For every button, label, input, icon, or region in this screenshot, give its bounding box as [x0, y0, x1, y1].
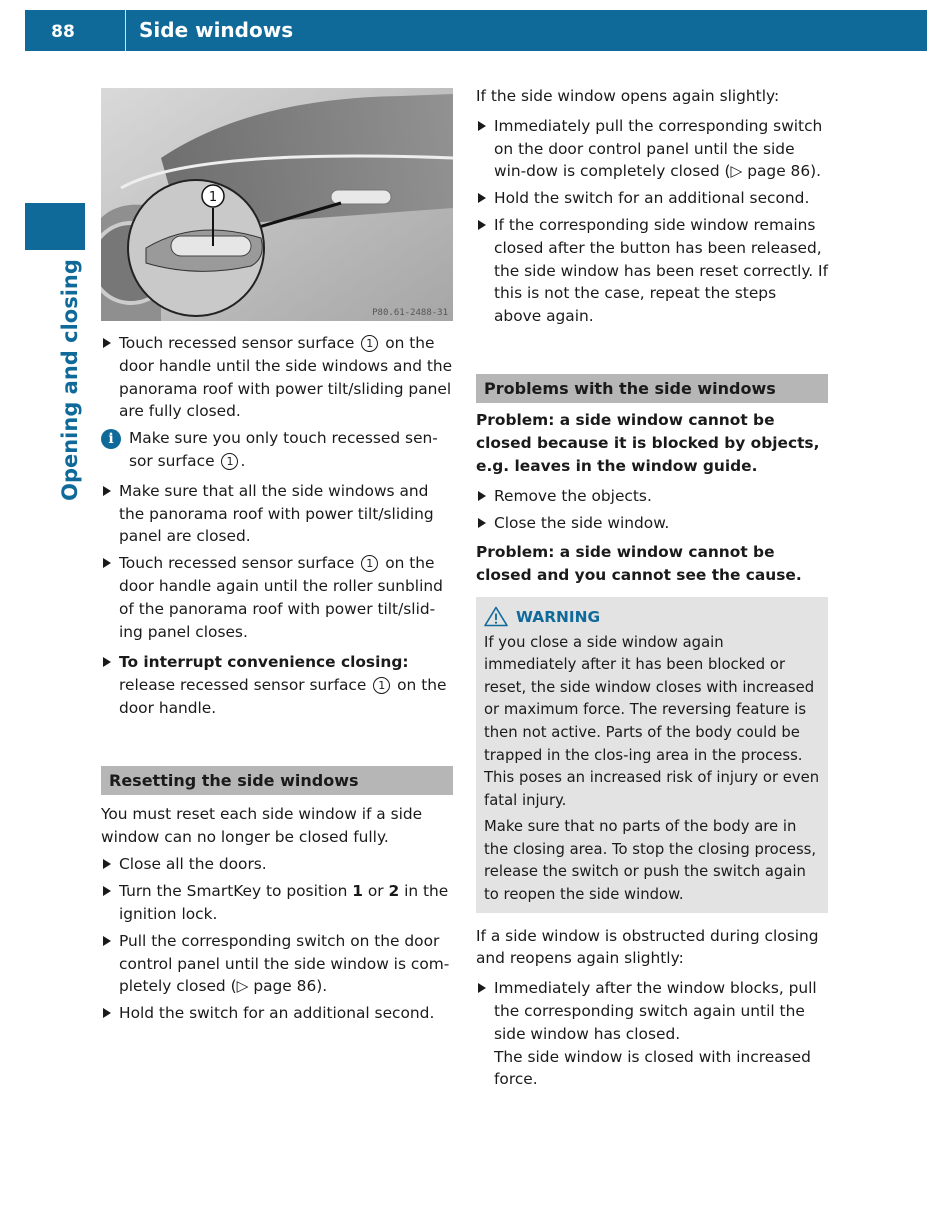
list-item: Hold the switch for an additional second. [476, 187, 828, 210]
page-number: 88 [51, 22, 75, 42]
callout-marker: 1 [361, 335, 378, 352]
reopen-steps [476, 115, 828, 328]
warning-box [476, 597, 828, 913]
list-item: Pull the corresponding switch on the door control panel until the side window is com-pletely closed (▷ page 86). [101, 930, 453, 998]
reset-intro: You must reset each side window if a side window can no longer be closed fully. [101, 804, 423, 846]
list-item: Close all the doors. [101, 853, 453, 876]
list-item: Make sure that all the side windows and the panorama roof with power tilt/sliding panel are closed. [101, 480, 453, 548]
right-column [476, 85, 828, 1091]
step-result: The side window is closed with increased force. [494, 1047, 811, 1089]
page-title: Side windows [139, 18, 294, 42]
reopen-intro: If the side window opens again slightly: [476, 87, 780, 105]
list-item: Turn the SmartKey to position 1 or 2 in the ignition lock. [101, 880, 453, 926]
obstructed-steps [476, 977, 828, 1091]
figure-code: P80.61-2488-31 [372, 308, 448, 318]
header-divider [125, 10, 126, 51]
list-item: Touch recessed sensor surface 1 on the door handle again until the roller sunblind of the panorama roof with power tilt/slid-ing panel closes. [101, 552, 453, 643]
problem1-steps [476, 485, 828, 535]
problem-heading-unknown: Problem: a side window cannot be closed and you cannot see the cause. [476, 542, 802, 584]
info-note: i Make sure you only touch recessed sen-sor surface 1 . [101, 427, 453, 473]
info-icon: i [101, 429, 121, 449]
list-item: If the corresponding side window remains closed after the button has been released, the side window has been reset correctly. If this is not the case, repeat the steps above again. [476, 214, 828, 328]
side-tab-label: Opening and closing [58, 259, 82, 501]
list-item: Immediately pull the corresponding switch on the door control panel until the side win-dow is completely closed (▷ page 86). [476, 115, 828, 183]
list-item: Hold the switch for an additional second. [101, 1002, 453, 1025]
list-item: Remove the objects. [476, 485, 828, 508]
list-item: Close the side window. [476, 512, 828, 535]
warning-title: WARNING [484, 602, 820, 632]
door-handle-figure [101, 88, 453, 321]
list-item: To interrupt convenience closing: release recessed sensor surface 1 on the door handle. [101, 651, 453, 719]
section-heading-problems: Problems with the side windows [476, 374, 828, 403]
steps-list-a [101, 332, 453, 423]
page-header [25, 10, 927, 51]
section-heading-resetting: Resetting the side windows [101, 766, 453, 795]
warning-text-1: If you close a side window again immediately after it has been blocked or reset, the side window closes with increased or maximum force. The reversing feature is then not active. Parts of the body could be trapped in the clos-ing area in the process. This poses an increased risk of injury or even fatal injury. [484, 633, 820, 809]
list-item: Immediately after the window blocks, pull the corresponding switch again until the side window has closed. The side window is closed with increased force. [476, 977, 828, 1091]
left-column [101, 88, 453, 1025]
side-tab-marker [25, 203, 85, 250]
list-item: Touch recessed sensor surface 1 on the door handle until the side windows and the panorama roof with power tilt/sliding panel are fully closed. [101, 332, 453, 423]
steps-list-b [101, 480, 453, 720]
callout-marker: 1 [373, 677, 390, 694]
reset-steps [101, 853, 453, 1025]
interrupt-heading: To interrupt convenience closing: [119, 653, 409, 672]
warning-triangle-icon [484, 606, 508, 627]
callout-marker: 1 [361, 555, 378, 572]
callout-marker: 1 [221, 453, 238, 470]
warning-text-2: Make sure that no parts of the body are in the closing area. To stop the closing process, release the switch or push the switch again to reopen the side window. [484, 818, 817, 904]
obstructed-intro: If a side window is obstructed during closing and reopens again slightly: [476, 926, 819, 968]
car-door-illustration [101, 88, 453, 321]
figure-callout: 1 [208, 190, 218, 205]
problem-heading-blocked: Problem: a side window cannot be closed because it is blocked by objects, e.g. leaves in the window guide. [476, 410, 820, 475]
